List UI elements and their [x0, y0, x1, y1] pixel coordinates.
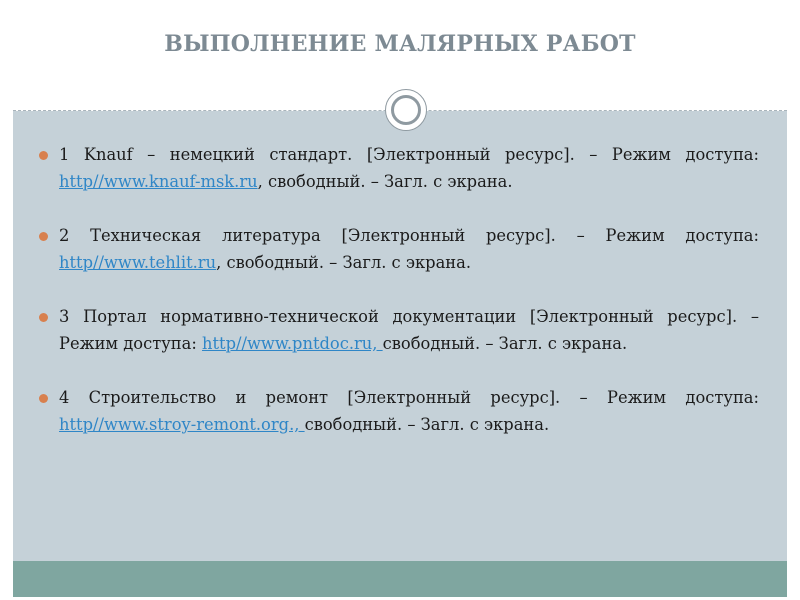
- dot-bullet-icon: [39, 232, 48, 241]
- list-item: [29, 141, 759, 195]
- footer-bar: [13, 561, 787, 597]
- list-item: [29, 384, 759, 438]
- slide-title: ВЫПОЛНЕНИЕ МАЛЯРНЫХ РАБОТ: [164, 31, 636, 57]
- reference-link[interactable]: http//www.tehlit.ru: [59, 253, 217, 272]
- reference-text-prefix: 4 Строительство и ремонт [Электронный ресурс]. – Режим доступа:: [59, 388, 759, 407]
- reference-text-suffix: , свободный. – Загл. с экрана.: [216, 253, 472, 272]
- reference-text-prefix: 3 Портал нормативно-технической документации [Электронный ресурс]. – Режим доступа:: [59, 307, 759, 353]
- list-item: [29, 303, 759, 357]
- reference-text-suffix: свободный. – Загл. с экрана.: [304, 415, 550, 434]
- dot-bullet-icon: [39, 151, 48, 160]
- reference-list: [29, 141, 759, 438]
- circle-ring-icon: [385, 89, 427, 131]
- reference-link[interactable]: http//www.stroy-remont.org.,: [59, 415, 305, 434]
- dot-bullet-icon: [39, 313, 48, 322]
- reference-text-suffix: свободный. – Загл. с экрана.: [382, 334, 628, 353]
- circle-ring-inner: [391, 95, 421, 125]
- reference-text-prefix: 2 Техническая литература [Электронный ресурс]. – Режим доступа:: [59, 226, 759, 245]
- slide-frame: [13, 3, 787, 597]
- list-item: [29, 222, 759, 276]
- reference-text-prefix: 1 Knauf – немецкий стандарт. [Электронный ресурс]. – Режим доступа:: [59, 145, 759, 164]
- reference-link[interactable]: http//www.pntdoc.ru,: [202, 334, 383, 353]
- reference-text-suffix: , свободный. – Загл. с экрана.: [257, 172, 513, 191]
- reference-link[interactable]: http//www.knauf-msk.ru: [59, 172, 258, 191]
- dot-bullet-icon: [39, 394, 48, 403]
